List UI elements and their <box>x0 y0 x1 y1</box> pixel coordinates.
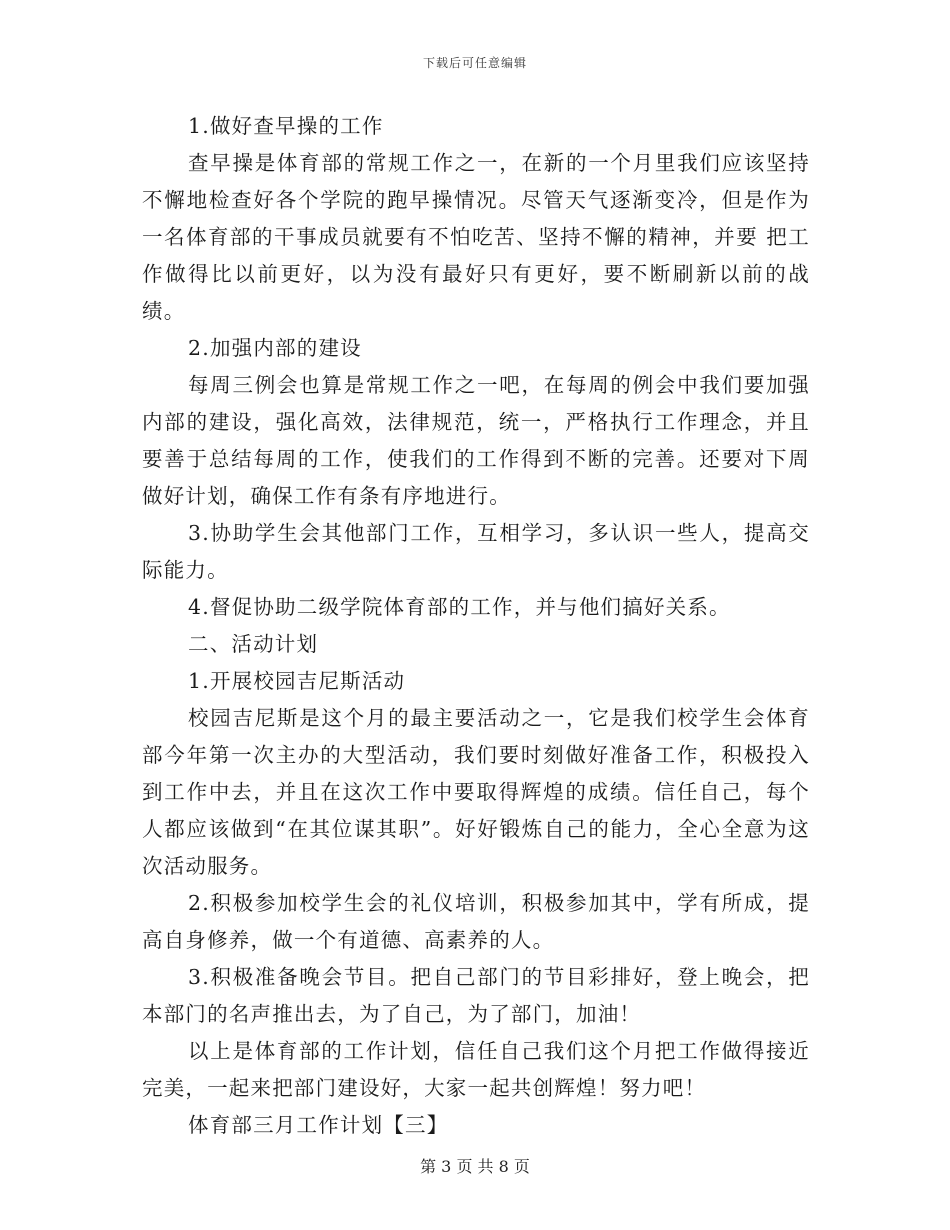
paragraph: 以上是体育部的工作计划，信任自己我们这个月把工作做得接近完美，一起来把部门建设好，大家一起共创辉煌！努力吧！ <box>142 1039 810 1100</box>
section-heading: 二、活动计划 <box>188 632 319 656</box>
paragraph: 2.加强内部的建设 <box>188 336 362 360</box>
page-number: 第 3 页 共 8 页 <box>420 1157 530 1176</box>
paragraph: 1.开展校园吉尼斯活动 <box>188 669 406 693</box>
paragraph: 查早操是体育部的常规工作之一，在新的一个月里我们应该坚持不懈地检查好各个学院的跑早操情况。尽管天气逐渐变冷，但是作为一名体育部的干事成员就要有不怕吃苦、坚持不懈的精神，并要 把工作做得比以前更好，以为没有最好只有更好，要不断刷新以前的战绩。 <box>142 151 810 323</box>
paragraph: 1.做好查早操的工作 <box>188 114 384 138</box>
paragraph: 每周三例会也算是常规工作之一吧，在每周的例会中我们要加强内部的建设，强化高效，法律规范，统一，严格执行工作理念，并且要善于总结每周的工作，使我们的工作得到不断的完善。还要对下周做好计划，确保工作有条有序地进行。 <box>142 373 810 508</box>
paragraph: 4.督促协助二级学院体育部的工作，并与他们搞好关系。 <box>188 595 731 619</box>
paragraph: 校园吉尼斯是这个月的最主要活动之一，它是我们校学生会体育部今年第一次主办的大型活动，我们要时刻做好准备工作，积极投入到工作中去，并且在这次工作中要取得辉煌的成绩。信任自己，每个人都应该做到“在其位谋其职”。好好锻炼自己的能力，全心全意为这次活动服务。 <box>142 706 810 878</box>
document-body <box>142 108 810 1144</box>
paragraph: 3.积极准备晚会节目。把自己部门的节目彩排好，登上晚会，把本部门的名声推出去，为了自己，为了部门，加油！ <box>142 965 810 1026</box>
paragraph: 3.协助学生会其他部门工作，互相学习，多认识一些人，提高交际能力。 <box>142 521 810 582</box>
paragraph: 2.积极参加校学生会的礼仪培训，积极参加其中，学有所成，提高自身修养，做一个有道德、高素养的人。 <box>142 891 810 952</box>
section-heading: 体育部三月工作计划【三】 <box>188 1113 449 1137</box>
page-header: 下载后可任意编辑 <box>422 56 527 70</box>
